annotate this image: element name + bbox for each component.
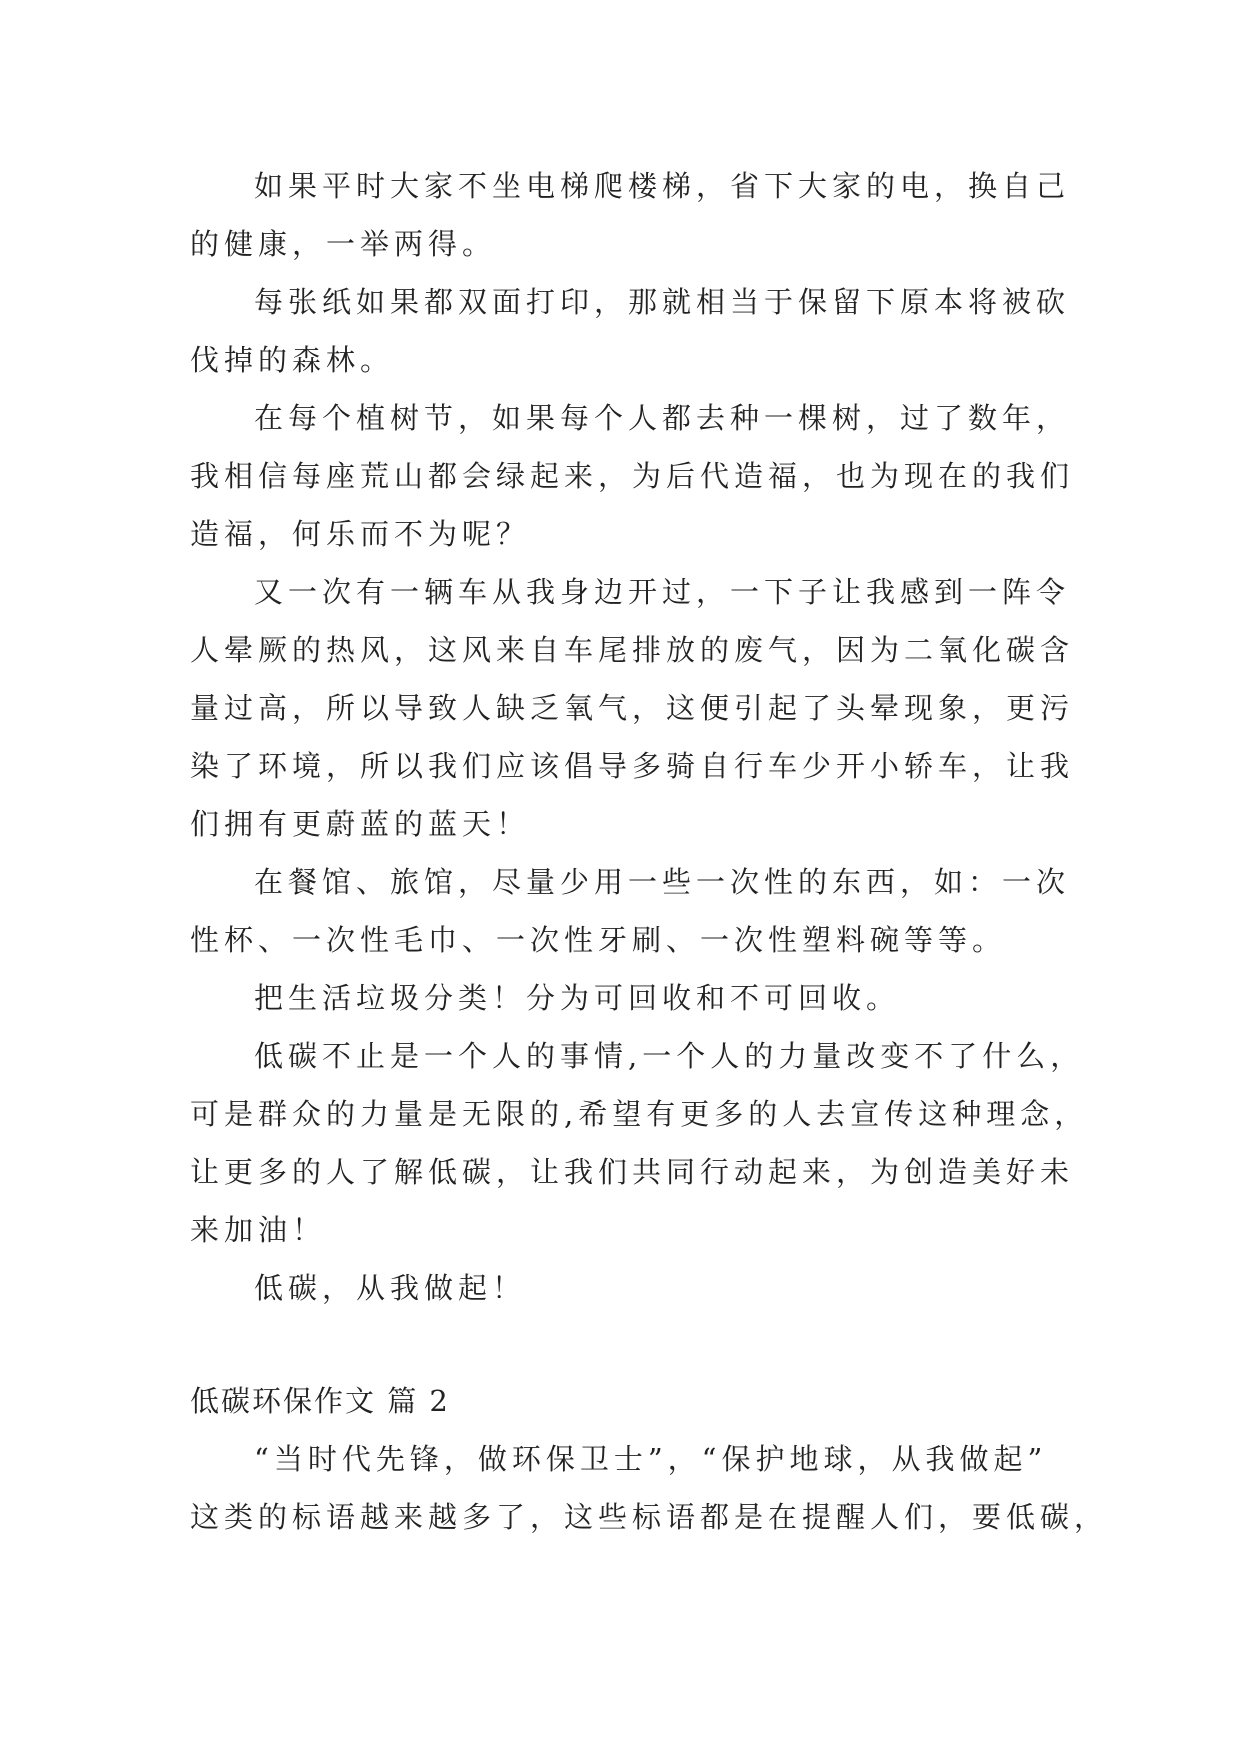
paragraph-7-line-4: 来加油！: [190, 1213, 327, 1247]
paragraph-2-line-1: 每张纸如果都双面打印，那就相当于保留下原本将被砍: [254, 285, 1071, 319]
paragraph-4-line-3: 量过高，所以导致人缺乏氧气，这便引起了头晕现象，更污: [190, 691, 1075, 725]
paragraph-1-line-2: 的健康，一举两得。: [190, 227, 497, 261]
essay-body-top: [190, 157, 1089, 1317]
essay-body-bottom: [190, 1430, 1109, 1546]
paragraph-3-line-3: 造福，何乐而不为呢？: [190, 517, 531, 551]
paragraph-7-line-3: 让更多的人了解低碳，让我们共同行动起来，为创造美好未: [190, 1155, 1075, 1189]
paragraph-1-line-1: 如果平时大家不坐电梯爬楼梯，省下大家的电，换自己: [254, 169, 1071, 203]
paragraph-4-line-1: 又一次有一辆车从我身边开过，一下子让我感到一阵令: [254, 575, 1071, 609]
paragraph-5-line-1: 在餐馆、旅馆，尽量少用一些一次性的东西，如：一次: [254, 865, 1071, 899]
paragraph-4-line-5: 们拥有更蔚蓝的蓝天！: [190, 807, 531, 841]
paragraph-3-line-2: 我相信每座荒山都会绿起来，为后代造福，也为现在的我们: [190, 459, 1075, 493]
paragraph-8-line-1: 低碳，从我做起！: [254, 1271, 527, 1305]
paragraph-6-line-1: 把生活垃圾分类！分为可回收和不可回收。: [254, 981, 901, 1015]
paragraph-9-line-1: “当时代先锋，做环保卫士”，“保护地球，从我做起”: [254, 1442, 1048, 1476]
paragraph-5-line-2: 性杯、一次性毛巾、一次性牙刷、一次性塑料碗等等。: [190, 923, 1007, 957]
paragraph-2-line-2: 伐掉的森林。: [190, 343, 395, 377]
paragraph-9-line-2: 这类的标语越来越多了，这些标语都是在提醒人们，要低碳，: [190, 1500, 1109, 1534]
paragraph-7-line-1: 低碳不止是一个人的事情,一个人的力量改变不了什么，: [254, 1039, 1085, 1073]
section-heading: 低碳环保作文 篇 2: [190, 1384, 450, 1418]
paragraph-4-line-2: 人晕厥的热风，这风来自车尾排放的废气，因为二氧化碳含: [190, 633, 1075, 667]
paragraph-4-line-4: 染了环境，所以我们应该倡导多骑自行车少开小轿车，让我: [190, 749, 1075, 783]
paragraph-3-line-1: 在每个植树节，如果每个人都去种一棵树，过了数年，: [254, 401, 1071, 435]
paragraph-7-line-2: 可是群众的力量是无限的,希望有更多的人去宣传这种理念，: [190, 1097, 1089, 1131]
